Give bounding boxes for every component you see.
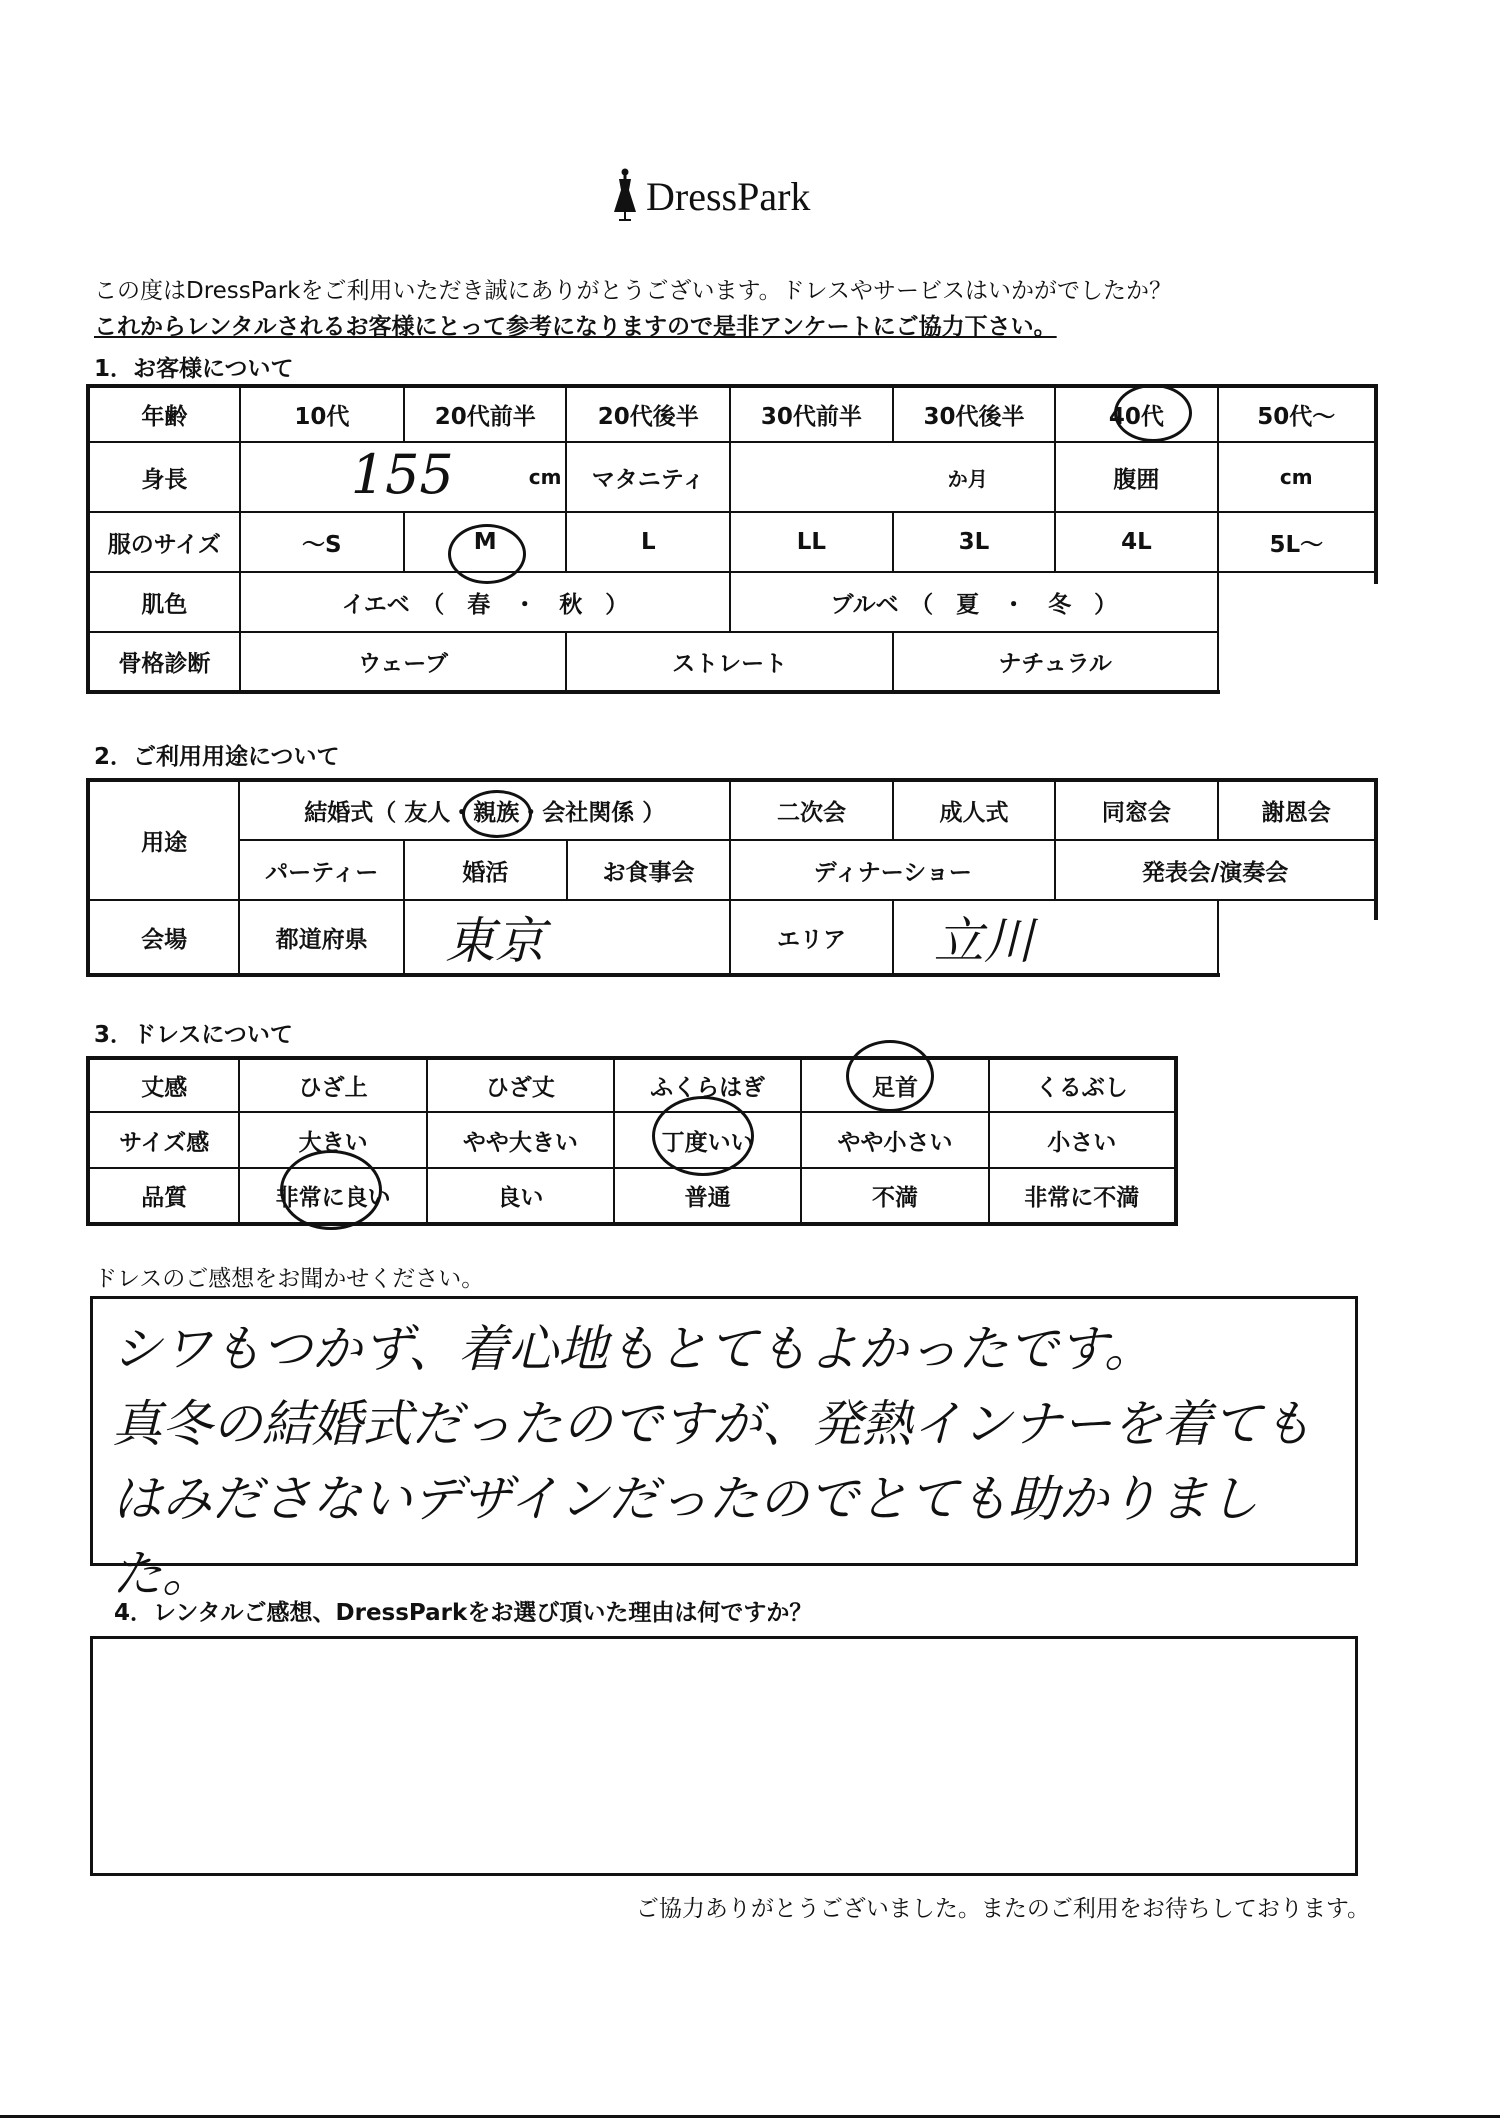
venue-label: 会場 [88,900,239,975]
maternity-field[interactable]: か月 [730,442,1055,512]
height-value: 155 [350,443,454,506]
frame-option[interactable]: ナチュラル [893,632,1218,692]
comment-line: はみださないデザインだったのでとても助かりました。 [112,1470,1259,1603]
height-unit: cm [528,465,562,489]
purpose-option[interactable]: 二次会 [730,780,892,840]
purpose-option[interactable]: 成人式 [893,780,1055,840]
table-mask [1220,584,1386,709]
quality-option[interactable]: 非常に不満 [989,1168,1176,1224]
fit-label: サイズ感 [88,1112,239,1168]
customer-table [86,384,1378,694]
frame-option[interactable]: ウェーブ [240,632,567,692]
maternity-label: マタニティ [566,442,730,512]
length-option[interactable]: くるぶし [989,1058,1176,1112]
length-label: 丈感 [88,1058,239,1112]
age-option-selected[interactable]: 40代 [1055,386,1217,442]
dress-icon [612,168,638,224]
fit-option[interactable]: 小さい [989,1112,1176,1168]
fit-option-selected[interactable]: 丁度いい [614,1112,801,1168]
waist-field[interactable]: cm [1218,442,1376,512]
reason-box[interactable] [90,1636,1358,1876]
age-row [88,386,1376,442]
quality-option-selected[interactable]: 非常に良い [239,1168,426,1224]
section-1-title: 1．お客様について [94,356,294,382]
waist-label: 腹囲 [1055,442,1217,512]
age-label: 年齢 [88,386,240,442]
size-option[interactable]: 3L [893,512,1056,572]
dress-table [86,1056,1178,1226]
pref-value: 東京 [445,912,546,970]
age-option[interactable]: 10代 [240,386,404,442]
purpose-label: 用途 [88,780,239,900]
length-option[interactable]: ひざ上 [239,1058,426,1112]
purpose-option[interactable]: 同窓会 [1055,780,1217,840]
size-option[interactable]: ～S [240,512,404,572]
length-option[interactable]: ふくらはぎ [614,1058,801,1112]
section-3-title: 3．ドレスについて [94,1022,293,1048]
fit-option[interactable]: 大きい [239,1112,426,1168]
purpose-option[interactable]: 婚活 [404,840,567,900]
comment-line: 真冬の結婚式だったのですが、発熱インナーを着ても [112,1395,1312,1453]
area-value: 立川 [933,912,1034,970]
size-option[interactable]: 5L～ [1218,512,1376,572]
fit-option[interactable]: やや小さい [801,1112,988,1168]
age-option[interactable]: 20代前半 [404,386,567,442]
quality-option[interactable]: 不満 [801,1168,988,1224]
area-label: エリア [730,900,892,975]
quality-label: 品質 [88,1168,239,1224]
pref-field[interactable] [404,900,730,975]
scan-edge-line [0,2115,1500,2118]
pref-label: 都道府県 [239,900,404,975]
size-label: 服のサイズ [88,512,240,572]
age-option[interactable]: 20代後半 [566,386,730,442]
size-row [88,512,1376,572]
intro-line-1: この度はDressParkをご利用いただき誠にありがとうございます。ドレスやサービスはいかがでしたか？ [94,278,1172,304]
purpose-option[interactable]: 謝恩会 [1218,780,1376,840]
comment-line: シワもつかず、着心地もとてもよかったです。 [112,1320,1154,1378]
purpose-option[interactable]: お食事会 [567,840,731,900]
logo [612,168,810,224]
height-label: 身長 [88,442,240,512]
height-field[interactable] [240,442,567,512]
age-option[interactable]: 30代前半 [730,386,893,442]
purpose-option[interactable]: 発表会/演奏会 [1055,840,1376,900]
quality-option[interactable]: 普通 [614,1168,801,1224]
comment-text [112,1312,1342,1612]
section-4-title: 4．レンタルご感想、DressParkをお選び頂いた理由は何ですか？ [114,1600,813,1626]
purpose-option[interactable]: パーティー [239,840,404,900]
skin-yellow[interactable]: イエベ （ 春 ・ 秋 ） [240,572,730,632]
purpose-option[interactable]: ディナーショー [730,840,1055,900]
size-option[interactable]: L [566,512,730,572]
section-2-title: 2．ご利用用途について [94,744,340,770]
size-option[interactable]: LL [730,512,893,572]
age-option[interactable]: 50代～ [1218,386,1376,442]
length-option-selected[interactable]: 足首 [801,1058,988,1112]
length-option[interactable]: ひざ丈 [427,1058,614,1112]
skin-blue[interactable]: ブルベ （ 夏 ・ 冬 ） [730,572,1217,632]
frame-option[interactable]: ストレート [566,632,892,692]
fit-option[interactable]: やや大きい [427,1112,614,1168]
frame-row [88,632,1376,692]
frame-label: 骨格診断 [88,632,240,692]
purpose-table [86,778,1378,977]
footer-thanks: ご協力ありがとうございました。またのご利用をお待ちしております。 [635,1896,1370,1922]
intro-line-2: これからレンタルされるお客様にとって参考になりますので是非アンケートにご協力下さい。 [94,314,1057,340]
skin-row [88,572,1376,632]
table-mask [1220,920,1386,1000]
size-option-selected[interactable]: M [404,512,567,572]
quality-option[interactable]: 良い [427,1168,614,1224]
logo-text: DressPark [646,173,811,219]
skin-label: 肌色 [88,572,240,632]
area-field[interactable] [893,900,1218,975]
age-option[interactable]: 30代後半 [893,386,1056,442]
size-option[interactable]: 4L [1055,512,1217,572]
purpose-wedding[interactable]: 結婚式（ 友人・親族・会社関係 ） [239,780,730,840]
comment-label: ドレスのご感想をお聞かせください。 [94,1266,485,1292]
height-row [88,442,1376,512]
